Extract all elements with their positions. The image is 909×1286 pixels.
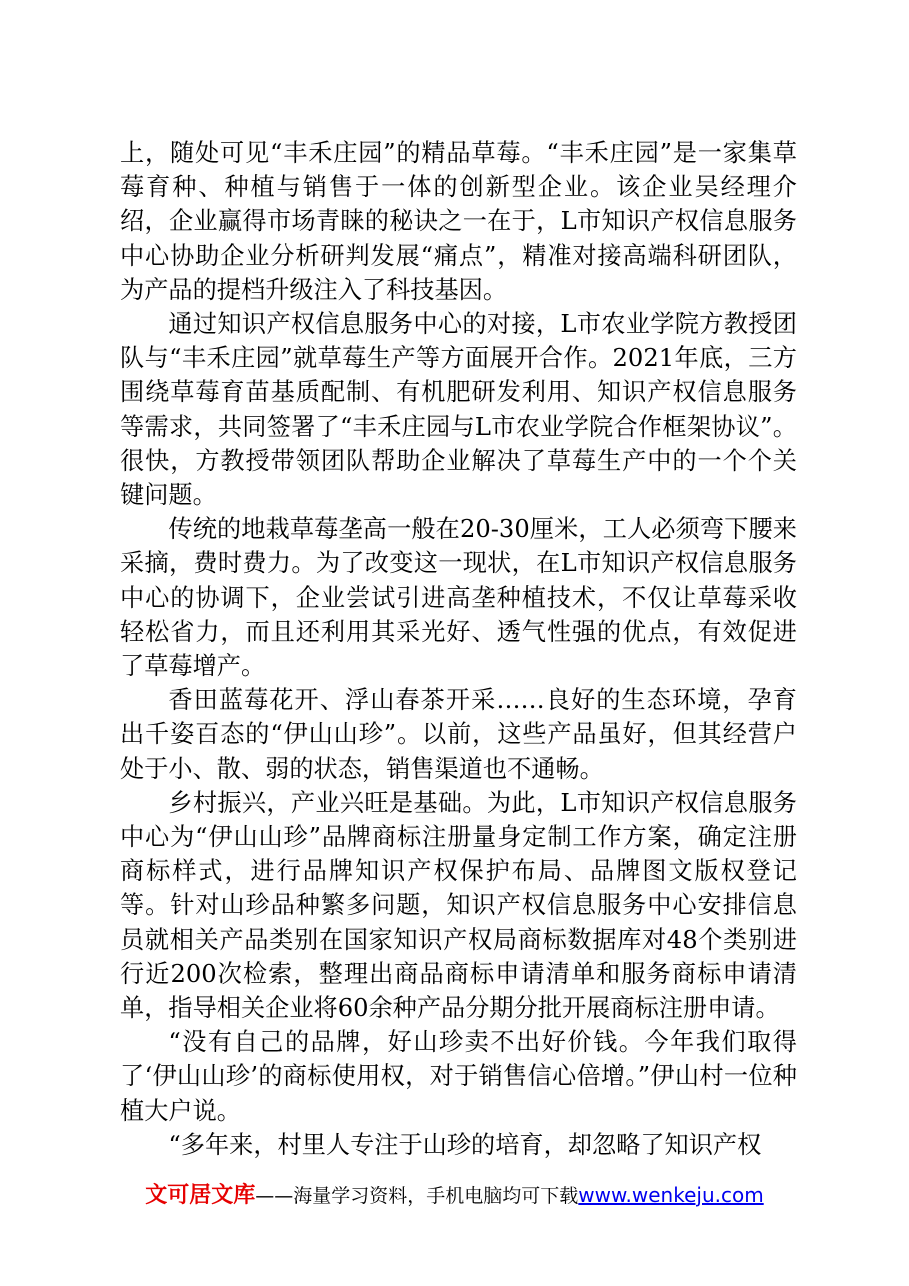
paragraph: 乡村振兴，产业兴旺是基础。为此，L市知识产权信息服务中心为“伊山山珍”品牌商标注册量身定制工作方案，确定注册商标样式，进行品牌知识产权保护布局、品牌图文版权登记等。针对山珍品种繁多问题，知识产权信息服务中心安排信息员就相关产品类别在国家知识产权局商标数据库对48个类别进行近200次检索，整理出商品商标申请清单和服务商标申请清单，指导相关企业将60余种产品分期分批开展商标注册申请。 (120, 788, 797, 1023)
paragraph-truncated: “多年来，村里人专注于山珍的培育，却忽略了知识产权 (168, 1130, 762, 1159)
paragraph: 香田蓝莓花开、浮山春茶开采……良好的生态环境，孕育出千姿百态的“伊山山珍”。以前，这些产品虽好，但其经营户处于小、散、弱的状态，销售渠道也不通畅。 (120, 686, 797, 783)
paragraph: 传统的地栽草莓垄高一般在20-30厘米，工人必须弯下腰来采摘，费时费力。为了改变这一现状，在L市知识产权信息服务中心的协调下，企业尝试引进高垄种植技术，不仅让草莓采收轻松省力，而且还利用其采光好、透气性强的优点，有效促进了草莓增产。 (120, 515, 797, 681)
footer-banner (0, 1182, 909, 1209)
footer-tagline: ——海量学习资料，手机电脑均可下载 (255, 1185, 579, 1207)
footer-brand: 文可居文库 (145, 1183, 256, 1208)
paragraph: “没有自己的品牌，好山珍卖不出好价钱。今年我们取得了‘伊山山珍’的商标使用权，对于销售信心倍增。”伊山村一位种植大户说。 (120, 1028, 797, 1125)
paragraph-continued: 上，随处可见“丰禾庄园”的精品草莓。“丰禾庄园”是一家集草莓育种、种植与销售于一体的创新型企业。该企业吴经理介绍，企业赢得市场青睐的秘诀之一在于，L市知识产权信息服务中心协助企业分析研判发展“痛点”，精准对接高端科研团队，为产品的提档升级注入了科技基因。 (120, 139, 797, 304)
footer-site-link[interactable]: www.wenkeju.com (578, 1183, 764, 1207)
paragraph: 通过知识产权信息服务中心的对接，L市农业学院方教授团队与“丰禾庄园”就草莓生产等方面展开合作。2021年底，三方围绕草莓育苗基质配制、有机肥研发利用、知识产权信息服务等需求，共同签署了“丰禾庄园与L市农业学院合作框架协议”。很快，方教授带领团队帮助企业解决了草莓生产中的一个个关键问题。 (120, 310, 797, 510)
document-body (120, 136, 797, 1162)
